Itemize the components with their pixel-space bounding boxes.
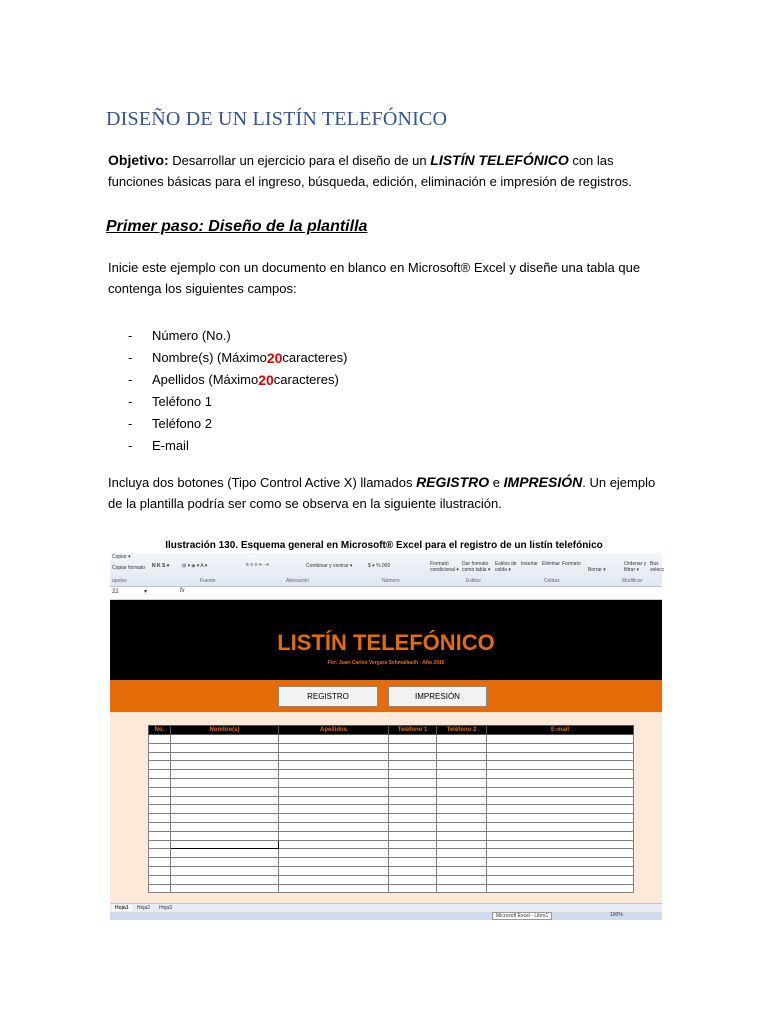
table-cell[interactable] xyxy=(487,770,634,779)
table-cell[interactable] xyxy=(149,884,171,893)
table-cell[interactable] xyxy=(279,735,389,744)
table-cell[interactable] xyxy=(487,884,634,893)
table-cell[interactable] xyxy=(437,796,487,805)
table-cell[interactable] xyxy=(437,805,487,814)
table-cell[interactable] xyxy=(389,787,437,796)
table-cell[interactable] xyxy=(389,805,437,814)
table-row xyxy=(149,840,634,849)
table-cell[interactable] xyxy=(279,875,389,884)
table-cell[interactable] xyxy=(487,831,634,840)
table-cell[interactable] xyxy=(171,858,279,867)
table-row xyxy=(149,884,634,893)
table-cell[interactable] xyxy=(389,814,437,823)
table-cell[interactable] xyxy=(171,805,279,814)
intro-paragraph: Inicie este ejemplo con un documento en blanco en Microsoft® Excel y diseñe una tabla que contenga los siguientes campos: xyxy=(108,260,641,296)
table-cell[interactable] xyxy=(487,840,634,849)
table-row xyxy=(149,743,634,752)
table-cell[interactable] xyxy=(171,796,279,805)
table-cell[interactable] xyxy=(487,814,634,823)
table-cell[interactable] xyxy=(487,752,634,761)
fields-list xyxy=(128,325,347,457)
table-cell[interactable] xyxy=(437,884,487,893)
table-cell[interactable] xyxy=(389,884,437,893)
banner xyxy=(110,600,662,680)
align-icons: ≡ ≡ ≡ ⇤ ⇥ xyxy=(246,562,269,568)
table-cell[interactable] xyxy=(389,778,437,787)
impresion-button[interactable]: IMPRESIÓN xyxy=(388,686,487,707)
excel-ribbon: Copiar ▾ Copiar formato N K S ▾ ⊞ ▾ ◈ ▾ A ▾ ≡ ≡ ≡ ⇤ ⇥ Combinar y centrar ▾ $ ▾ % 000 Formato condicional ▾ Dar formato como tabla ▾ Estilos de celda ▾ Insertar Eliminar Formato Borrar ▾ Ordenar y filtrar ▾ Bus selecc apeles Fuente Alineación Número Estilos Celdas Modificar xyxy=(110,553,662,587)
banner-title: LISTÍN TELEFÓNICO xyxy=(277,630,495,655)
table-cell[interactable] xyxy=(171,778,279,787)
table-cell[interactable] xyxy=(437,840,487,849)
table-cell[interactable] xyxy=(171,752,279,761)
formula-bar[interactable] xyxy=(110,587,662,600)
table-cell[interactable] xyxy=(437,831,487,840)
list-item: - E-mail xyxy=(128,438,189,453)
table-row xyxy=(149,805,634,814)
table-row xyxy=(149,858,634,867)
table-cell[interactable] xyxy=(149,778,171,787)
table-cell[interactable] xyxy=(279,840,389,849)
table-cell[interactable] xyxy=(171,822,279,831)
table-cell[interactable] xyxy=(279,761,389,770)
registro-button[interactable]: REGISTRO xyxy=(278,686,378,707)
table-cell[interactable] xyxy=(487,735,634,744)
table-cell[interactable] xyxy=(389,743,437,752)
table-cell[interactable] xyxy=(149,743,171,752)
table-cell[interactable] xyxy=(149,858,171,867)
column-header: Teléfono 1 xyxy=(389,726,437,735)
table-cell[interactable] xyxy=(171,814,279,823)
table-cell[interactable] xyxy=(437,778,487,787)
table-cell[interactable] xyxy=(437,770,487,779)
table-cell[interactable] xyxy=(389,840,437,849)
table-cell[interactable] xyxy=(487,866,634,875)
table-cell[interactable] xyxy=(149,866,171,875)
table-row xyxy=(149,761,634,770)
table-cell[interactable] xyxy=(437,866,487,875)
table-cell[interactable] xyxy=(437,752,487,761)
table-cell[interactable] xyxy=(487,743,634,752)
table-cell[interactable] xyxy=(389,752,437,761)
table-cell[interactable] xyxy=(149,770,171,779)
table-cell[interactable] xyxy=(149,735,171,744)
registro-term: REGISTRO xyxy=(416,474,490,490)
excel-sheet xyxy=(110,600,662,903)
column-header: Nombre(s) xyxy=(171,726,279,735)
table-row xyxy=(149,875,634,884)
table-cell[interactable] xyxy=(279,805,389,814)
table-cell[interactable] xyxy=(171,761,279,770)
table-cell[interactable] xyxy=(389,770,437,779)
tab-hoja3[interactable]: Hoja3 xyxy=(159,905,173,911)
table-cell[interactable] xyxy=(487,875,634,884)
table-cell[interactable] xyxy=(437,761,487,770)
table-cell[interactable] xyxy=(171,743,279,752)
table-cell[interactable] xyxy=(279,884,389,893)
column-header: No. xyxy=(149,726,171,735)
table-cell[interactable] xyxy=(149,849,171,858)
table-cell[interactable] xyxy=(171,866,279,875)
max-chars-number: 20 xyxy=(266,350,283,366)
list-item: - Número (No.) xyxy=(128,328,231,343)
excel-screenshot xyxy=(110,553,665,920)
zoom-level: 100% xyxy=(610,912,623,918)
cut-icon: ⊞ ▾ ◈ ▾ A ▾ xyxy=(182,563,208,569)
table-cell[interactable] xyxy=(487,796,634,805)
max-chars-number: 20 xyxy=(258,372,274,388)
table-cell[interactable] xyxy=(279,752,389,761)
objective-emphasis: LISTÍN TELEFÓNICO xyxy=(430,152,569,168)
table-cell[interactable] xyxy=(279,814,389,823)
list-item: - Apellidos (Máximo 20 caracteres) xyxy=(128,369,347,391)
table-row xyxy=(149,822,634,831)
table-cell[interactable] xyxy=(171,840,279,849)
table-cell[interactable] xyxy=(437,822,487,831)
table-cell[interactable] xyxy=(279,866,389,875)
table-cell[interactable] xyxy=(149,761,171,770)
table-cell[interactable] xyxy=(279,778,389,787)
table-cell[interactable] xyxy=(437,849,487,858)
table-cell[interactable] xyxy=(389,875,437,884)
table-row xyxy=(149,735,634,744)
step-heading: Primer paso: Diseño de la plantilla xyxy=(106,218,368,235)
buttons-paragraph: Incluya dos botones (Tipo Control Active X) llamados REGISTRO e IMPRESIÓN. Un ejemplo de la plantilla podría ser como se observa en la siguiente ilustración. xyxy=(108,474,656,511)
table-cell[interactable] xyxy=(389,822,437,831)
table-cell[interactable] xyxy=(149,814,171,823)
table-row xyxy=(149,778,634,787)
table-cell[interactable] xyxy=(279,858,389,867)
table-cell[interactable] xyxy=(389,849,437,858)
table-row xyxy=(149,849,634,858)
table-cell[interactable] xyxy=(171,831,279,840)
objective-text-before: Desarrollar un ejercicio para el diseño de un xyxy=(168,153,431,168)
column-header: Teléfono 2 xyxy=(437,726,487,735)
figure-caption: Ilustración 130. Esquema general en Microsoft® Excel para el registro de un listín telefónico xyxy=(165,540,603,551)
table-row xyxy=(149,796,634,805)
table-row xyxy=(149,770,634,779)
objective-text-after: con las funciones básicas para el ingreso, búsqueda, edición, eliminación e impresión de registros. xyxy=(108,153,632,189)
table-cell[interactable] xyxy=(389,735,437,744)
tab-hoja2[interactable]: Hoja2 xyxy=(137,905,151,911)
table-cell[interactable] xyxy=(149,822,171,831)
fx-icon: fx xyxy=(180,588,185,594)
table-cell[interactable] xyxy=(487,849,634,858)
list-item: - Teléfono 2 xyxy=(128,416,212,431)
table-cell[interactable] xyxy=(279,849,389,858)
table-cell[interactable] xyxy=(171,787,279,796)
table-cell[interactable] xyxy=(437,875,487,884)
table-cell[interactable] xyxy=(487,805,634,814)
table-cell[interactable] xyxy=(487,778,634,787)
table-cell[interactable] xyxy=(171,849,279,858)
table-cell[interactable] xyxy=(487,761,634,770)
table-row xyxy=(149,866,634,875)
taskbar-app[interactable]: Microsoft Excel - Libro1 xyxy=(492,912,552,920)
impresion-term: IMPRESIÓN xyxy=(503,474,583,490)
objective-paragraph xyxy=(108,150,668,192)
table-cell[interactable] xyxy=(149,787,171,796)
tab-hoja1[interactable]: Hoja1 xyxy=(112,905,132,911)
table-row xyxy=(149,787,634,796)
table-cell[interactable] xyxy=(279,822,389,831)
list-item: - Nombre(s) (Máximo 20 caracteres) xyxy=(128,347,347,369)
table-cell[interactable] xyxy=(389,796,437,805)
banner-subtitle: Por: Juan Carlos Vergara Schmalbach - Año 2010 xyxy=(327,660,445,666)
table-cell[interactable] xyxy=(171,884,279,893)
chevron-down-icon: ▾ xyxy=(144,589,148,595)
table-cell[interactable] xyxy=(389,761,437,770)
table-cell[interactable] xyxy=(437,814,487,823)
table-cell[interactable] xyxy=(171,770,279,779)
table-cell[interactable] xyxy=(149,840,171,849)
table-cell[interactable] xyxy=(389,866,437,875)
table-cell[interactable] xyxy=(487,787,634,796)
table-cell[interactable] xyxy=(149,752,171,761)
table-cell[interactable] xyxy=(437,743,487,752)
table-cell[interactable] xyxy=(279,831,389,840)
table-cell[interactable] xyxy=(279,787,389,796)
column-header: E-mail xyxy=(487,726,634,735)
table-cell[interactable] xyxy=(279,743,389,752)
table-cell[interactable] xyxy=(437,735,487,744)
column-header: Apellidos xyxy=(279,726,389,735)
table-cell[interactable] xyxy=(437,787,487,796)
table-cell[interactable] xyxy=(149,831,171,840)
table-row xyxy=(149,752,634,761)
table-cell[interactable] xyxy=(149,796,171,805)
table-cell[interactable] xyxy=(171,875,279,884)
table-cell[interactable] xyxy=(171,735,279,744)
table-cell[interactable] xyxy=(437,858,487,867)
table-cell[interactable] xyxy=(487,822,634,831)
table-cell[interactable] xyxy=(487,858,634,867)
table-cell[interactable] xyxy=(149,805,171,814)
table-row xyxy=(149,831,634,840)
phone-table xyxy=(148,725,633,893)
table-cell[interactable] xyxy=(279,770,389,779)
table-cell[interactable] xyxy=(279,796,389,805)
name-box[interactable]: 22 xyxy=(112,589,119,595)
objective-label: Objetivo: xyxy=(108,152,169,168)
status-bar xyxy=(110,912,662,920)
table-row xyxy=(149,814,634,823)
table-cell[interactable] xyxy=(389,858,437,867)
document-title: DISEÑO DE UN LISTÍN TELEFÓNICO xyxy=(106,108,448,130)
button-strip xyxy=(110,680,662,712)
list-item: - Teléfono 1 xyxy=(128,394,212,409)
table-cell[interactable] xyxy=(389,831,437,840)
table-cell[interactable] xyxy=(149,875,171,884)
